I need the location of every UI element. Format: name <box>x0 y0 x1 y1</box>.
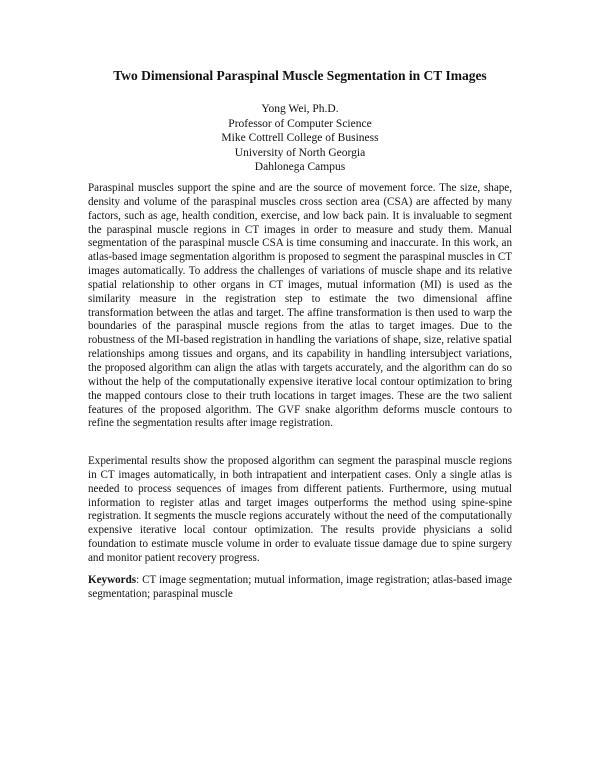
author-position: Professor of Computer Science <box>228 117 372 130</box>
keywords-text: : CT image segmentation; mutual information, image registration; atlas-based image segmentation; paraspinal muscle <box>88 574 512 600</box>
author-campus: Dahlonega Campus <box>254 161 346 174</box>
author-university: University of North Georgia <box>234 146 366 159</box>
author-name: Yong Wei, Ph.D. <box>261 103 339 115</box>
paper-title: Two Dimensional Paraspinal Muscle Segmentation in CT Images <box>113 68 487 83</box>
keywords-paragraph <box>88 574 512 602</box>
abstract-paragraph-2: Experimental results show the proposed algorithm can segment the paraspinal muscle regions in CT images automatically, in both intrapatient and interpatient cases. Only a single atlas is needed to process sequences of images from different patients. Furthermore, using mutual information to register atlas and target images outperforms the method using spine-spine registration. It segments the muscle regions accurately without the need of the computationally expensive iterative local contour optimization. The results provide physicians a solid foundation to estimate muscle volume in order to evaluate tissue damage due to spine surgery and monitor patient recovery progress. <box>88 455 512 564</box>
keywords-label: Keywords <box>88 574 137 586</box>
abstract-paragraph-1: Paraspinal muscles support the spine and are the source of movement force. The size, shape, density and volume of the paraspinal muscles cross section area (CSA) are affected by many factors, such as age, health condition, exercise, and low back pain. It is invaluable to segment the paraspinal muscle regions in CT images in order to measure and study them. Manual segmentation of the paraspinal muscle CSA is time consuming and inaccurate. In this work, an atlas-based image segmentation algorithm is proposed to segment the paraspinal muscles in CT images automatically. To address the challenges of variations of muscle shape and its relative spatial relationship to other organs in CT images, mutual information (MI) is used as the similarity measure in the registration step to estimate the two dimensional affine transformation between the atlas and target. The affine transformation is then used to warp the boundaries of the paraspinal muscle regions from the atlas to target images. Due to the robustness of the MI-based registration in handling the variations of shape, size, relative spatial relationships among tissues and organs, and its capability in handling intersubject variations, the proposed algorithm can align the atlas with targets accurately, and the algorithm can do so without the help of the computationally expensive iterative local contour optimization to bring the mapped contours close to their truth locations in target images. These are the two salient features of the proposed algorithm. The GVF snake algorithm deforms muscle contours to refine the segmentation results after image registration. <box>88 182 512 430</box>
author-college: Mike Cottrell College of Business <box>221 132 379 145</box>
author-block <box>100 102 500 175</box>
